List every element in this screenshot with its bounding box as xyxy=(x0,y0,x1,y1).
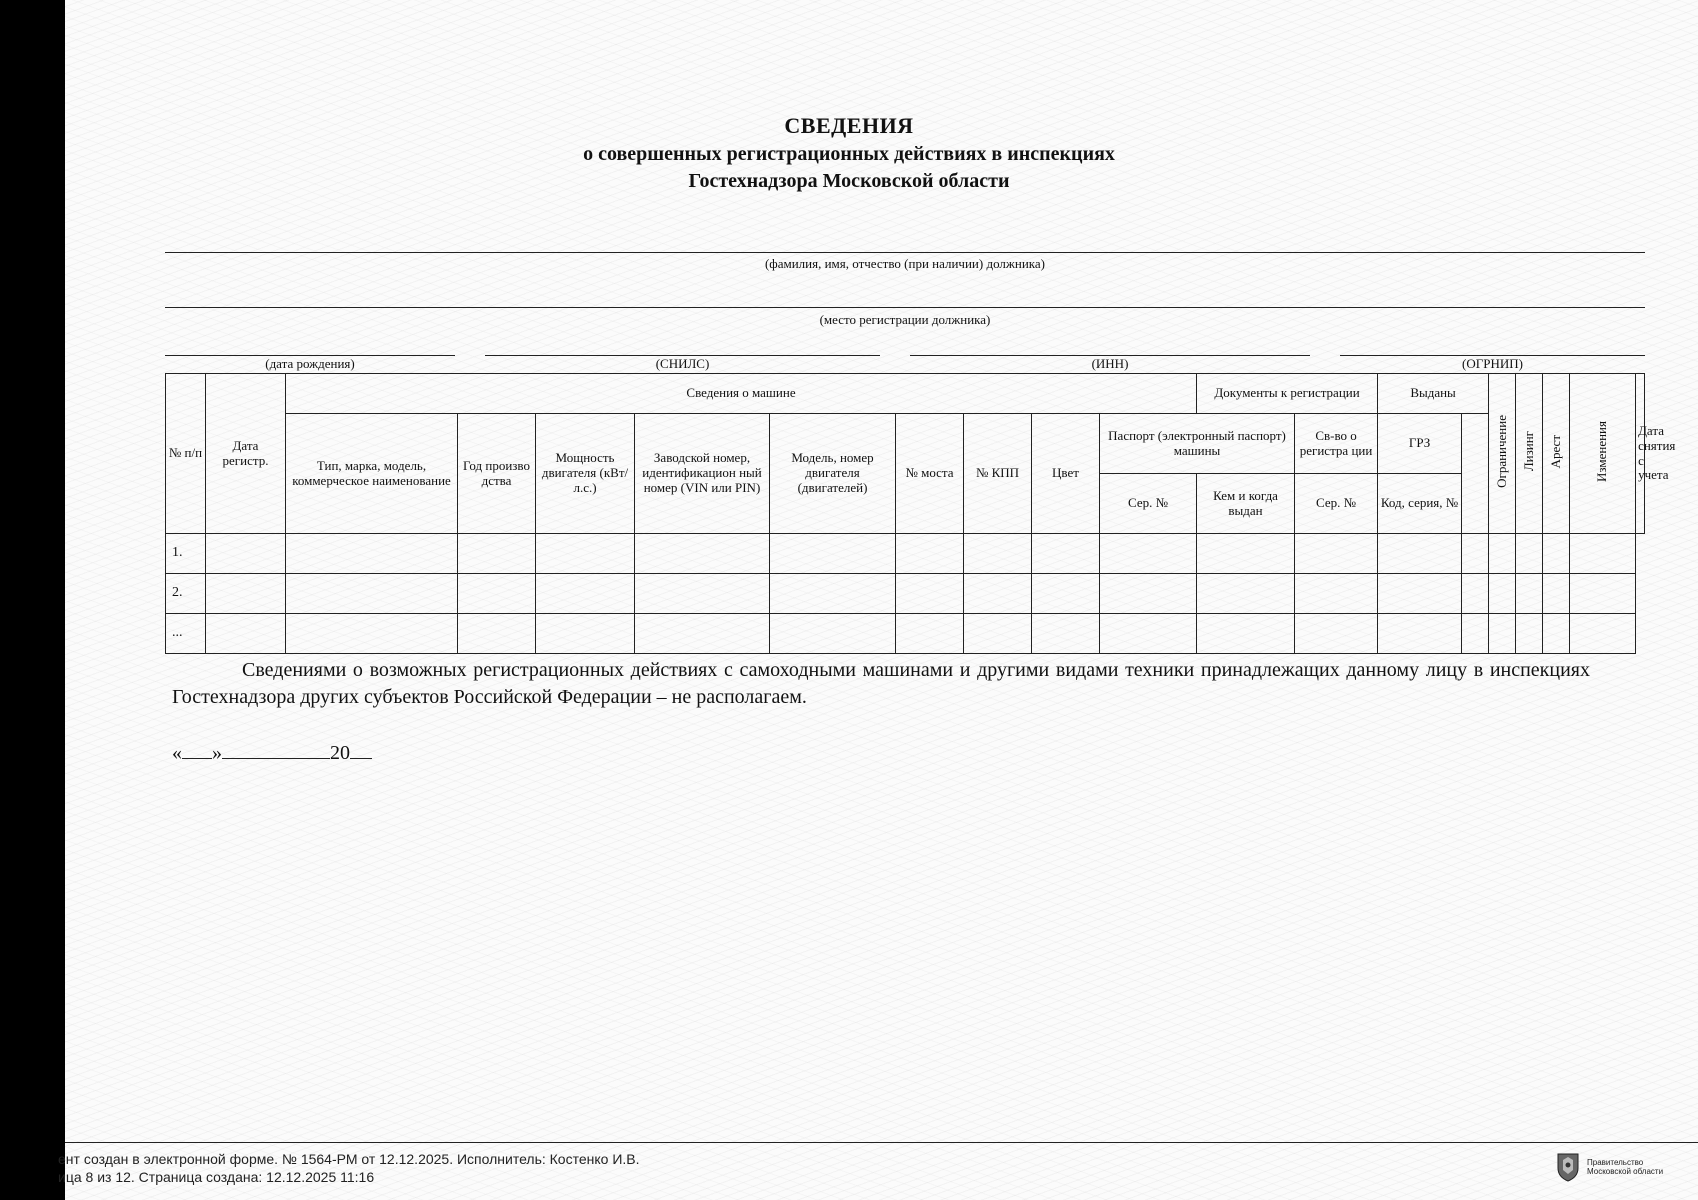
header-factory-no: Заводской номер, идентификацион ный номер (VIN или PIN) xyxy=(635,414,770,534)
date-year-prefix: 20 xyxy=(330,742,350,764)
document-subtitle-2: Гостехнадзора Московской области xyxy=(688,170,1010,192)
header-year: Год произво дства xyxy=(458,414,536,534)
footer-line-1: ент создан в электронной форме. № 1564-РМ от 12.12.2025. Исполнитель: Костенко И.В. xyxy=(58,1151,640,1167)
footer-logo xyxy=(1555,1152,1663,1182)
header-arrest xyxy=(1543,374,1570,534)
place-line xyxy=(165,307,1645,308)
ogrnip-caption: (ОГРНИП) xyxy=(1462,356,1523,371)
header-leasing-label: Лизинг xyxy=(1520,431,1536,472)
header-color: Цвет xyxy=(1032,414,1100,534)
coat-of-arms-icon xyxy=(1555,1152,1581,1182)
header-grz: ГРЗ xyxy=(1378,414,1462,474)
header-issued-group: Выданы xyxy=(1378,374,1489,414)
footer-info xyxy=(58,1150,640,1186)
header-bridge: № моста xyxy=(896,414,964,534)
row-number: ... xyxy=(166,614,206,654)
header-passport: Паспорт (электронный паспорт) машины xyxy=(1100,414,1295,474)
document-subtitle-1: о совершенных регистрационных действиях в инспекциях xyxy=(583,143,1115,165)
header-cert: Св-во о регистра ции xyxy=(1295,414,1378,474)
header-kpp: № КПП xyxy=(964,414,1032,534)
header-leasing xyxy=(1516,374,1543,534)
footer-org-line-2: Московской области xyxy=(1587,1167,1664,1176)
header-issued-by: Кем и когда выдан xyxy=(1197,474,1295,534)
date-year-blank xyxy=(350,740,372,759)
snils-caption: (СНИЛС) xyxy=(655,356,710,371)
registration-table xyxy=(165,373,1676,654)
inn-caption: (ИНН) xyxy=(1091,356,1129,371)
footer-divider xyxy=(65,1142,1698,1143)
header-type: Тип, марка, модель, коммерческое наименование xyxy=(286,414,458,534)
header-ser-no: Сер. № xyxy=(1100,474,1197,534)
fio-line xyxy=(165,252,1645,253)
birth-date-caption: (дата рождения) xyxy=(265,356,355,371)
header-reg-date: Дата регистр. xyxy=(206,374,286,534)
date-field xyxy=(172,740,372,765)
date-day-blank xyxy=(182,740,212,759)
header-restriction-label: Ограничение xyxy=(1493,415,1509,488)
header-engine: Модель, номер двигателя (двигателей) xyxy=(770,414,896,534)
footer-org-name xyxy=(1587,1158,1663,1176)
date-open-quote: « xyxy=(172,742,182,764)
place-caption: (место регистрации должника) xyxy=(819,312,991,327)
footer-org-line-1: Правительство xyxy=(1587,1158,1644,1167)
document-title: СВЕДЕНИЯ xyxy=(784,113,914,138)
header-removal-date: Дата снятия с учета xyxy=(1636,374,1645,534)
row-number: 1. xyxy=(166,534,206,574)
date-month-blank xyxy=(222,740,330,759)
table-row xyxy=(166,614,1645,654)
table-row xyxy=(166,574,1645,614)
header-docs-group: Документы к регистрации xyxy=(1197,374,1378,414)
header-changes-label: Изменения xyxy=(1594,421,1610,483)
header-arrest-label: Арест xyxy=(1547,434,1563,469)
date-close-quote: » xyxy=(212,742,222,764)
header-changes xyxy=(1570,374,1636,534)
row-number: 2. xyxy=(166,574,206,614)
header-restriction xyxy=(1489,374,1516,534)
header-cert-ser: Сер. № xyxy=(1295,474,1378,534)
header-grz-code: Код, серия, № xyxy=(1378,474,1462,534)
header-no: № п/п xyxy=(166,374,206,534)
fio-caption: (фамилия, имя, отчество (при наличии) должника) xyxy=(764,256,1046,271)
note-paragraph: Сведениями о возможных регистрационных действиях с самоходными машинами и другими видами техники принадлежащих данному лицу в инспекциях Гостехнадзора других субъектов Российской Федерации – не располагаем. xyxy=(172,659,1590,708)
footer-line-2: ица 8 из 12. Страница создана: 12.12.2025 11:16 xyxy=(58,1169,375,1185)
header-power: Мощность двигателя (кВт/л.с.) xyxy=(536,414,635,534)
header-machine-group: Сведения о машине xyxy=(286,374,1197,414)
table-row xyxy=(166,534,1645,574)
